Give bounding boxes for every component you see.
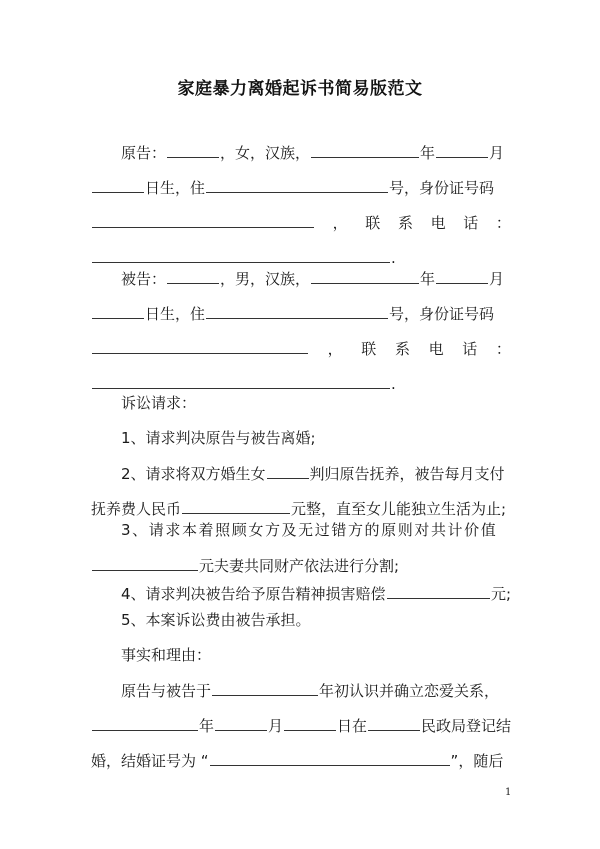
period: . — [391, 249, 396, 267]
facts-text: 年初认识并确立恋爱关系， — [319, 682, 500, 700]
plaintiff-birth-year-blank[interactable] — [311, 139, 419, 158]
marriage-month-blank[interactable] — [215, 712, 267, 731]
plaintiff-birth-day-blank[interactable] — [92, 174, 144, 193]
page-number: 1 — [505, 787, 512, 798]
claim-2-line-1 — [121, 460, 511, 486]
comma: ， — [332, 214, 348, 232]
month-label: 月 — [489, 144, 505, 162]
defendant-birth-day-blank[interactable] — [92, 300, 144, 319]
id-label: 号，身份证号码 — [389, 305, 495, 323]
marriage-certificate-number-blank[interactable] — [210, 747, 450, 766]
defendant-line-3 — [91, 335, 511, 361]
document-title: 家庭暴力离婚起诉书简易版范文 — [177, 79, 423, 99]
defendant-phone-blank[interactable] — [92, 370, 390, 389]
defendant-birth-year-blank[interactable] — [311, 265, 419, 284]
plaintiff-id-blank[interactable] — [92, 209, 314, 228]
defendant-gender: ，男，汉族， — [220, 270, 311, 288]
plaintiff-line-1 — [121, 139, 511, 165]
year-label: 年 — [420, 270, 436, 288]
comma: ， — [327, 340, 343, 358]
contact-char: 系 — [397, 214, 413, 232]
year-label: 年 — [198, 717, 214, 735]
claim-3-line-2 — [91, 552, 511, 578]
section-heading: 事实和理由： — [121, 646, 212, 664]
facts-line-1 — [121, 677, 511, 703]
period: . — [391, 375, 396, 393]
claim-text: 3、请求本着照顾女方及无过错方的原则对共计价值 — [121, 521, 498, 539]
contact-char: 联 — [361, 340, 377, 358]
marriage-year-blank[interactable] — [92, 712, 198, 731]
plaintiff-line-2 — [91, 174, 511, 200]
civil-affairs-bureau-blank[interactable] — [368, 712, 420, 731]
facts-line-2 — [91, 712, 511, 738]
defendant-line-2 — [91, 300, 511, 326]
contact-char: 电 — [428, 340, 444, 358]
year-label: 年 — [420, 144, 436, 162]
facts-line-3 — [91, 747, 511, 773]
plaintiff-name-blank[interactable] — [167, 139, 219, 158]
contact-char: ： — [495, 340, 511, 358]
claim-text: 抚养费人民币 — [91, 500, 182, 518]
plaintiff-birth-month-blank[interactable] — [436, 139, 488, 158]
facts-text: 原告与被告于 — [121, 682, 212, 700]
claim-text: 2、请求将双方婚生女 — [121, 465, 266, 483]
claim-3-line-1 — [121, 517, 511, 543]
contact-char: 话 — [463, 214, 479, 232]
plaintiff-line-3 — [91, 209, 511, 235]
facts-text: ”，随后 — [450, 752, 504, 770]
claim-text: 判归原告抚养，被告每月支付 — [309, 465, 505, 483]
plaintiff-address-blank[interactable] — [206, 174, 388, 193]
id-label: 号，身份证号码 — [389, 179, 495, 197]
section-heading: 诉讼请求： — [121, 394, 197, 412]
claims-heading — [121, 390, 511, 416]
defendant-line-1 — [121, 265, 511, 291]
defendant-birth-month-blank[interactable] — [436, 265, 488, 284]
contact-char: 联 — [365, 214, 381, 232]
claim-text: 5、本案诉讼费由被告承担。 — [121, 611, 311, 629]
claim-text: 元; — [490, 585, 511, 603]
claim-5 — [121, 607, 511, 633]
born-label: 日生，住 — [145, 179, 206, 197]
contact-char: 系 — [394, 340, 410, 358]
contact-char: ： — [495, 214, 511, 232]
claim-text: 4、请求判决被告给予原告精神损害赔偿 — [121, 585, 386, 603]
contact-char: 话 — [462, 340, 478, 358]
claim-text: 元夫妻共同财产依法进行分割; — [199, 557, 400, 575]
property-value-blank[interactable] — [92, 552, 198, 571]
defendant-id-blank[interactable] — [92, 335, 308, 354]
plaintiff-label: 原告： — [121, 144, 167, 162]
daughter-name-blank[interactable] — [267, 460, 309, 479]
month-label: 月 — [267, 717, 283, 735]
defendant-name-blank[interactable] — [167, 265, 219, 284]
met-year-blank[interactable] — [212, 677, 318, 696]
born-label: 日生，住 — [145, 305, 206, 323]
defendant-label: 被告： — [121, 270, 167, 288]
defendant-address-blank[interactable] — [206, 300, 388, 319]
day-label: 日在 — [336, 717, 367, 735]
facts-text: 民政局登记结 — [420, 717, 511, 735]
claim-1 — [121, 425, 511, 451]
facts-heading — [121, 642, 511, 668]
compensation-amount-blank[interactable] — [387, 580, 490, 599]
plaintiff-gender: ，女，汉族， — [220, 144, 311, 162]
claim-text: 1、请求判决原告与被告离婚; — [121, 429, 316, 447]
facts-text: 婚，结婚证号为 “ — [91, 752, 209, 770]
contact-char: 电 — [430, 214, 446, 232]
claim-text: 元整，直至女儿能独立生活为止; — [291, 500, 507, 518]
plaintiff-phone-blank[interactable] — [92, 244, 390, 263]
support-amount-blank[interactable] — [182, 495, 290, 514]
month-label: 月 — [489, 270, 505, 288]
claim-4 — [121, 580, 511, 606]
marriage-day-blank[interactable] — [284, 712, 336, 731]
